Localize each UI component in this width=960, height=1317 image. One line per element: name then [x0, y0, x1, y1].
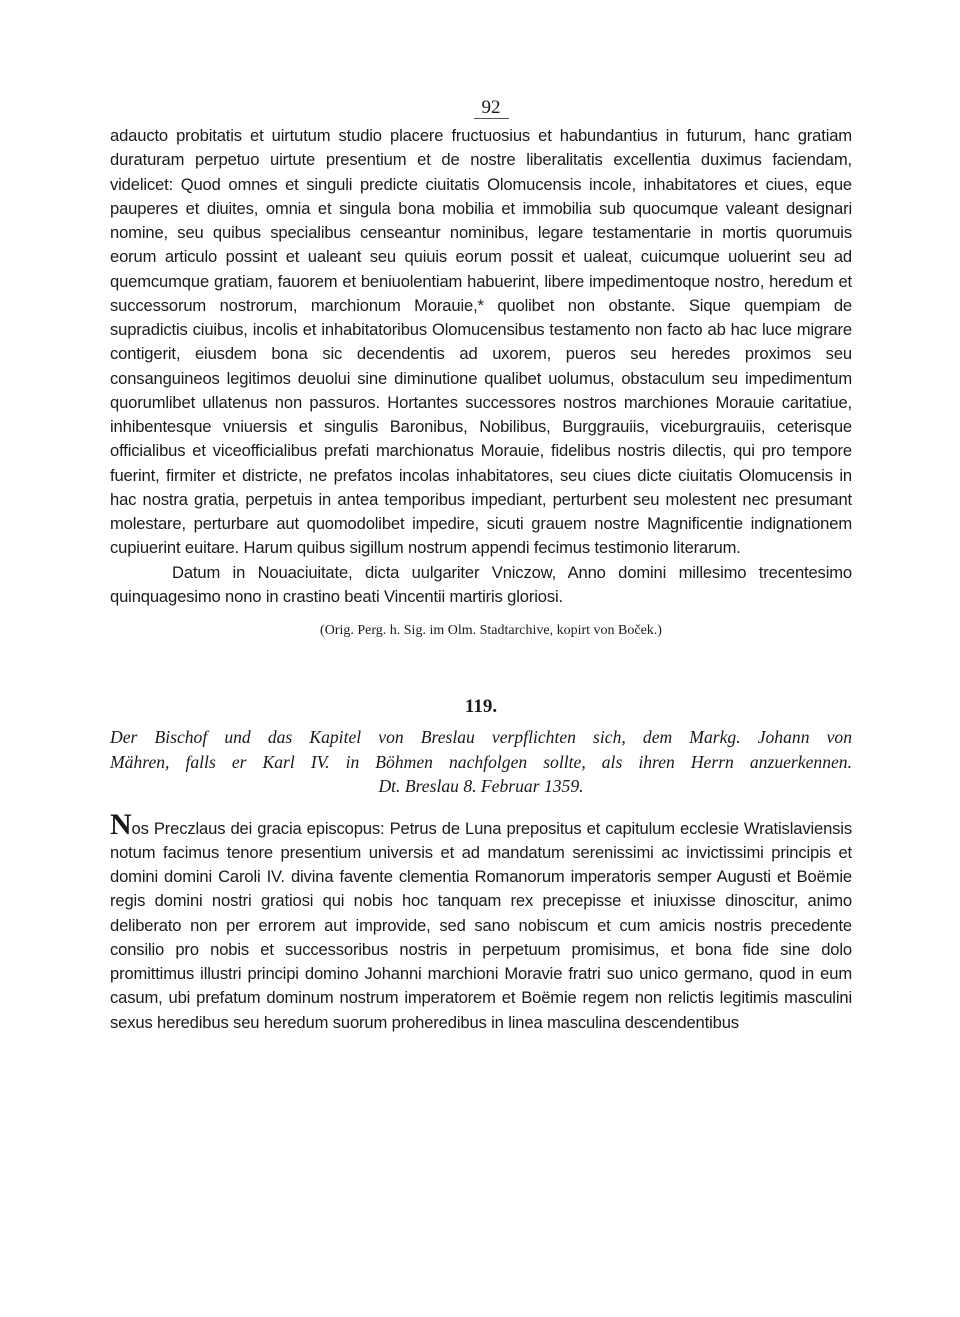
- charter-body: os Preczlaus dei gracia episcopus: Petrus de Luna prepositus et capitulum ecclesie Wratislaviensis notum facimus tenore presentium universis et ad mandatum serenissimi ac invictissimi principis et domini domini Caroli IV. divina favente clementia Romanorum imperatoris semper Augusti et Boëmie regis domini nostri gratiosi qui nobis hoc tanquam rex precepisse et iniuxisse dinoscitur, animo deliberato non per errorem aut improvide, sed sano nobiscum et cum amicis nostris precedente consilio pro nobis et successoribus nostris in perpetuum promisimus, et bona fide sine dolo promittimus illustri principi domino Johanni marchioni Moravie fratri suo unico germano, quod in eum casum, ubi prefatum dominum nostrum imperatorem et Boëmie regem non relictis legitimis masculini sexus heredibus seu heredum suorum proheredibus in linea masculina descendentibus: [110, 818, 852, 1032]
- source-note: (Orig. Perg. h. Sig. im Olm. Stadtarchive, kopirt von Boček.): [320, 623, 662, 638]
- charter-text: [110, 807, 852, 1035]
- book-page: [110, 92, 852, 1035]
- document-heading: [110, 725, 852, 799]
- document-number: 119.: [464, 696, 498, 717]
- heading-line: Der Bischof und das Kapitel von Breslau verpflichten sich, dem Markg. Johann von: [110, 727, 852, 747]
- dating-clause: Datum in Nouaciuitate, dicta uulgariter Vniczow, Anno domini millesimo trecentesimo quinquagesimo nono in crastino beati Vincentii martiris gloriosi.: [110, 562, 852, 606]
- initial-letter: N: [110, 807, 132, 841]
- page-number: 92: [130, 92, 852, 124]
- continued-charter-text: adaucto probitatis et uirtutum studio placere fructuosius et habundantius in futurum, hanc gratiam duraturam perpetuo uirtute presentium et de nostre liberalitatis excellentia duximus faciendam, videlicet: Quod omnes et singuli predicte ciuitatis Olomucensis incole, inhabitatores et ciues, eque pauperes et diuites, omnia et singula bona mobilia et immobilia sub quocumque valeant designari nomine, seu quibus specialibus censeantur nominibus, legare testamentarie in mortis quorumuis eorum articulo possint et ualeant seu quiuis eorum possit et ualeat, cuicumque uoluerint seu ad quemcumque gratiam, fauorem et beniuolentiam habuerint, libere impedimentoque nostro, heredum et successorum nostrorum, marchionum Morauie,* quolibet non obstante. Sique quempiam de supradictis ciuibus, incolis et inhabitatoribus Olomucensibus testamento non facto ab hac luce migrare contigerit, eiusdem bona sic decendentis ad uxorem, pueros seu heredes proximos seu consanguineos legitimos deuolui sine diminutione qualibet uolumus, obstaculum seu impedimentum quorumlibet ullatenus non passuros. Hortantes successores nostros marchiones Morauie caritatiue, inhibentesque vniuersis et singulis Baronibus, Nobilibus, Burggrauiis, viceburgrauiis, ceterisque officialibus et viceofficialibus prefati marchionatus Morauie, fidelibus nostris dilectis, qui pro tempore fuerint, firmiter et districte, ne prefatos incolas inhabitatores, seu ciues dicte ciuitatis Olomucensis in hac nostra gratia, perpetuis in antea temporibus impediant, perturbent seu molestent nec presumant molestare, perturbare aut quomodolibet impedire, sicuti grauem nostre Magnificentie indignationem cupiuerint euitare. Harum quibus sigillum nostrum appendi fecimus testimonio literarum.: [110, 126, 852, 558]
- heading-line: Mähren, falls er Karl IV. in Böhmen nachfolgen sollte, als ihren Herrn anzuerkennen.: [110, 751, 852, 772]
- heading-date-line: Dt. Breslau 8. Februar 1359.: [378, 776, 584, 796]
